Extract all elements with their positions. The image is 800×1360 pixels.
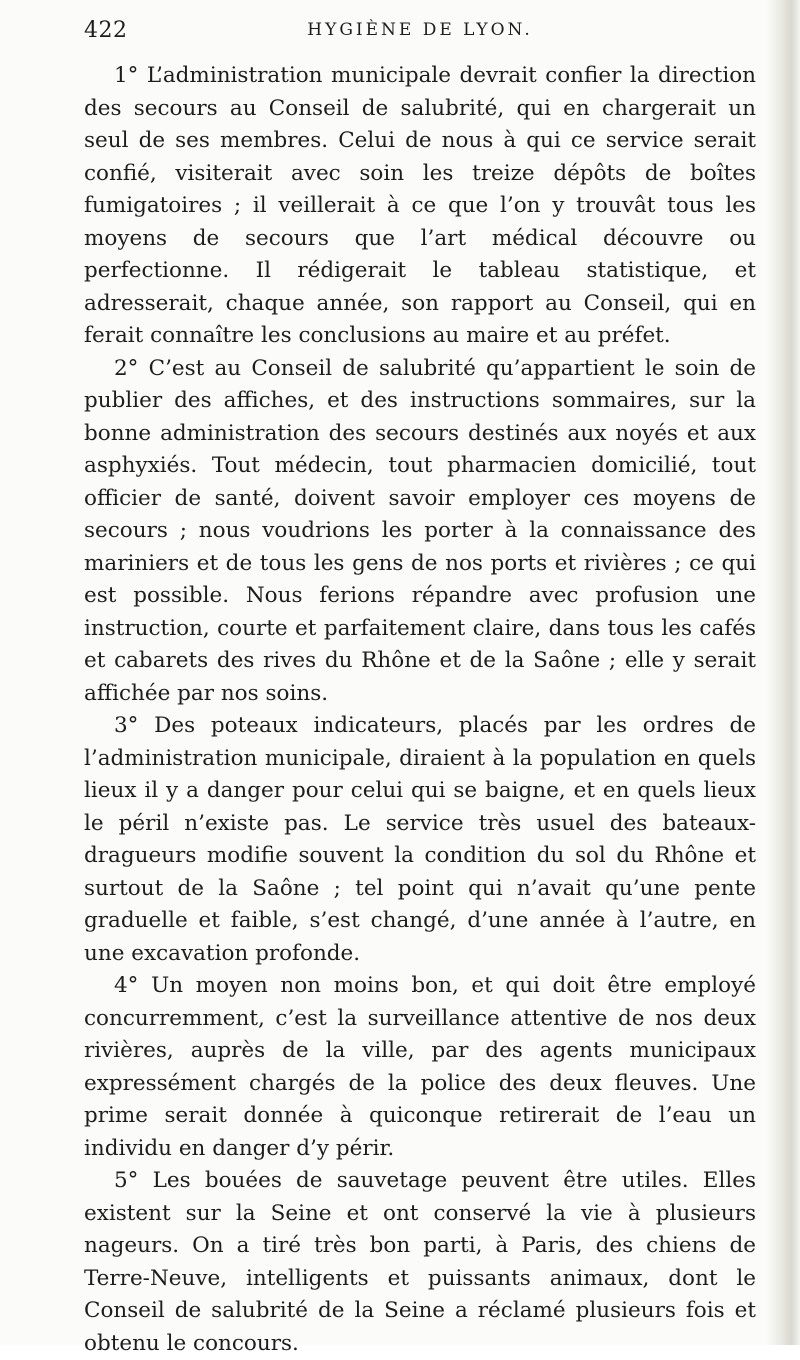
paragraph-item-5: 5° Les bouées de sauvetage peuvent être utiles. Elles existent sur la Seine et ont conservé la vie à plusieurs nageurs. On a tiré très bon parti, à Paris, des chiens de Terre-Neuve, intelligents et puissants animaux, dont le Conseil de salubrité de la Seine a réclamé plusieurs fois et obtenu le concours. bbox=[84, 1168, 756, 1356]
running-title: HYGIÈNE DE LYON. bbox=[307, 20, 533, 40]
page-number: 422 bbox=[84, 18, 128, 43]
paragraph-item-1: 1° L’administration municipale devrait confier la direction des secours au Conseil de salubrité, qui en chargerait un seul de ses membres. Celui de nous à qui ce service serait confié, visiterait avec soin les treize dépôts de boîtes fumigatoires ; il veillerait à ce que l’on y trouvât tous les moyens de secours que l’art médical découvre ou perfectionne. Il rédigerait le tableau statistique, et adresserait, chaque année, son rapport au Conseil, qui en ferait connaître les conclusions au maire et au préfet. bbox=[84, 63, 756, 348]
paragraph-item-2: 2° C’est au Conseil de salubrité qu’appartient le soin de publier des affiches, et des instructions sommaires, sur la bonne administration des secours destinés aux noyés et aux asphyxiés. Tout médecin, tout pharmacien domicilié, tout officier de santé, doivent savoir employer ces moyens de secours ; nous voudrions les porter à la connaissance des mariniers et de tous les gens de nos ports et rivières ; ce qui est possible. Nous ferions répandre avec profusion une instruction, courte et parfaitement claire, dans tous les cafés et cabarets des rives du Rhône et de la Saône ; elle y serait affichée par nos soins. bbox=[84, 355, 756, 706]
body-text bbox=[84, 60, 756, 1360]
paragraph-item-4: 4° Un moyen non moins bon, et qui doit être employé concurremment, c’est la surveillance attentive de nos deux rivières, auprès de la ville, par des agents municipaux expressément chargés de la police des deux fleuves. Une prime serait donnée à quiconque retirerait de l’eau un individu en danger d’y périr. bbox=[84, 973, 756, 1161]
paragraph-item-3: 3° Des poteaux indicateurs, placés par les ordres de l’administration municipale, diraient à la population en quels lieux il y a danger pour celui qui se baigne, et en quels lieux le péril n’existe pas. Le service très usuel des bateaux-dragueurs modifie souvent la condition du sol du Rhône et surtout de la Saône ; tel point qui n’avait qu’une pente graduelle et faible, s’est changé, d’une année à l’autre, en une excavation profonde. bbox=[84, 713, 756, 966]
running-header bbox=[84, 18, 756, 58]
page-binding-edge bbox=[766, 0, 800, 1345]
